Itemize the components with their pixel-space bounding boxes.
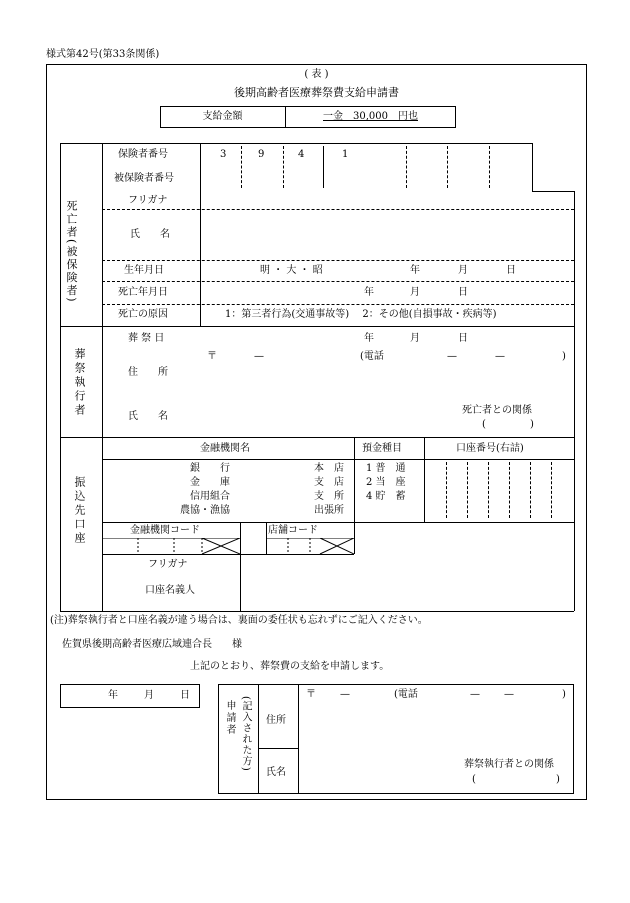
branch-type: 出張所	[314, 505, 344, 516]
paren-open: (	[472, 774, 476, 785]
year-label: 年	[364, 287, 374, 298]
institution-code-boxes	[102, 538, 240, 554]
dash: —	[254, 351, 264, 362]
relation-label: 死亡者との関係	[462, 405, 532, 416]
applicant-sub-label: (記入された方)	[240, 696, 251, 772]
paren-close: )	[556, 774, 560, 785]
institution-type: 金 庫	[190, 477, 230, 488]
bank-section-label: 振込先口座	[73, 476, 86, 546]
note-text: (注)葬祭執行者と口座名義が違う場合は、裏面の委任状も忘れずにご記入ください。	[50, 615, 428, 626]
insurer-digit: 9	[258, 149, 265, 160]
deceased-name-label: 氏 名	[130, 229, 170, 240]
deposit-type: 1 普 通	[366, 463, 406, 474]
applicant-address-label: 住所	[266, 715, 286, 726]
deposit-type: 2 当 座	[366, 477, 406, 488]
day-label: 日	[506, 265, 516, 276]
form-title: 後期高齢者医療葬祭費支給申請書	[234, 86, 399, 99]
institution-type: 農協・漁協	[180, 505, 230, 516]
death-cause-options: 1：第三者行為(交通事故等) 2：その他(自損事故・疾病等)	[225, 309, 497, 320]
applicant-name-label: 氏名	[266, 767, 286, 778]
applicant-relation-label: 葬祭執行者との関係	[464, 759, 554, 770]
applicant-section-label: 申請者	[224, 700, 235, 736]
deceased-section-label: 死亡者(被保険者)	[65, 200, 78, 304]
funeral-section-label: 葬祭執行者	[73, 348, 86, 418]
institution-code-label: 金融機関コード	[130, 525, 200, 536]
amount-label: 支給金額	[202, 111, 243, 122]
request-text: 上記のとおり、葬祭費の支給を申請します。	[190, 661, 390, 672]
year-label: 年	[364, 333, 374, 344]
dash: —	[340, 689, 350, 700]
deposit-type: 4 貯 蓄	[366, 491, 406, 502]
funeral-date-label: 葬 祭 日	[128, 333, 165, 344]
month-label: 月	[144, 690, 154, 701]
year-label: 年	[108, 690, 118, 701]
account-furigana-label: フリガナ	[148, 559, 188, 570]
era-options: 明 ・ 大 ・ 昭	[260, 265, 323, 276]
postal-mark: 〒	[306, 689, 316, 700]
insurer-digit: 4	[298, 149, 305, 160]
day-label: 日	[180, 690, 190, 701]
month-label: 月	[410, 333, 420, 344]
birth-date-label: 生年月日	[124, 265, 164, 276]
branch-type: 本 店	[314, 463, 344, 474]
close-paren: )	[562, 351, 566, 362]
account-holder-label: 口座名義人	[145, 585, 195, 596]
insurer-digit: 3	[220, 149, 227, 160]
dash: —	[495, 351, 505, 362]
addressee: 佐賀県後期高齢者医療広域連合長 様	[62, 639, 242, 650]
funeral-name-label: 氏 名	[128, 411, 168, 422]
insurer-digit: 1	[342, 149, 349, 160]
month-label: 月	[410, 287, 420, 298]
application-date-box	[60, 684, 200, 708]
year-label: 年	[410, 265, 420, 276]
insurer-number-label: 保険者番号	[118, 149, 168, 160]
branch-code-label: 店舗コード	[268, 525, 318, 536]
day-label: 日	[458, 287, 468, 298]
omote-label: ( 表 )	[304, 69, 329, 80]
dash: —	[470, 689, 480, 700]
branch-code-boxes	[266, 538, 354, 554]
funeral-address-label: 住 所	[128, 367, 168, 378]
insured-number-label: 被保険者番号	[114, 173, 174, 184]
dash: —	[447, 351, 457, 362]
phone-label: (電話	[394, 689, 418, 700]
postal-mark: 〒	[207, 351, 217, 362]
paren-close: )	[530, 419, 534, 430]
phone-label: (電話	[360, 351, 384, 362]
month-label: 月	[458, 265, 468, 276]
account-number-header: 口座番号(右詰)	[456, 443, 524, 454]
day-label: 日	[458, 333, 468, 344]
death-date-label: 死亡年月日	[118, 287, 168, 298]
furigana-label: フリガナ	[128, 195, 168, 206]
close-paren: )	[562, 689, 566, 700]
amount-value: 一金 30,000 円也	[323, 111, 418, 122]
institution-type: 銀 行	[190, 463, 230, 474]
branch-type: 支 所	[314, 491, 344, 502]
institution-header: 金融機関名	[200, 443, 250, 454]
deposit-type-header: 預金種目	[362, 443, 402, 454]
death-cause-label: 死亡の原因	[118, 309, 168, 320]
paren-open: (	[482, 419, 486, 430]
dash: —	[504, 689, 514, 700]
branch-type: 支 店	[314, 477, 344, 488]
institution-type: 信用組合	[190, 491, 230, 502]
form-number: 様式第42号(第33条関係)	[46, 49, 160, 60]
